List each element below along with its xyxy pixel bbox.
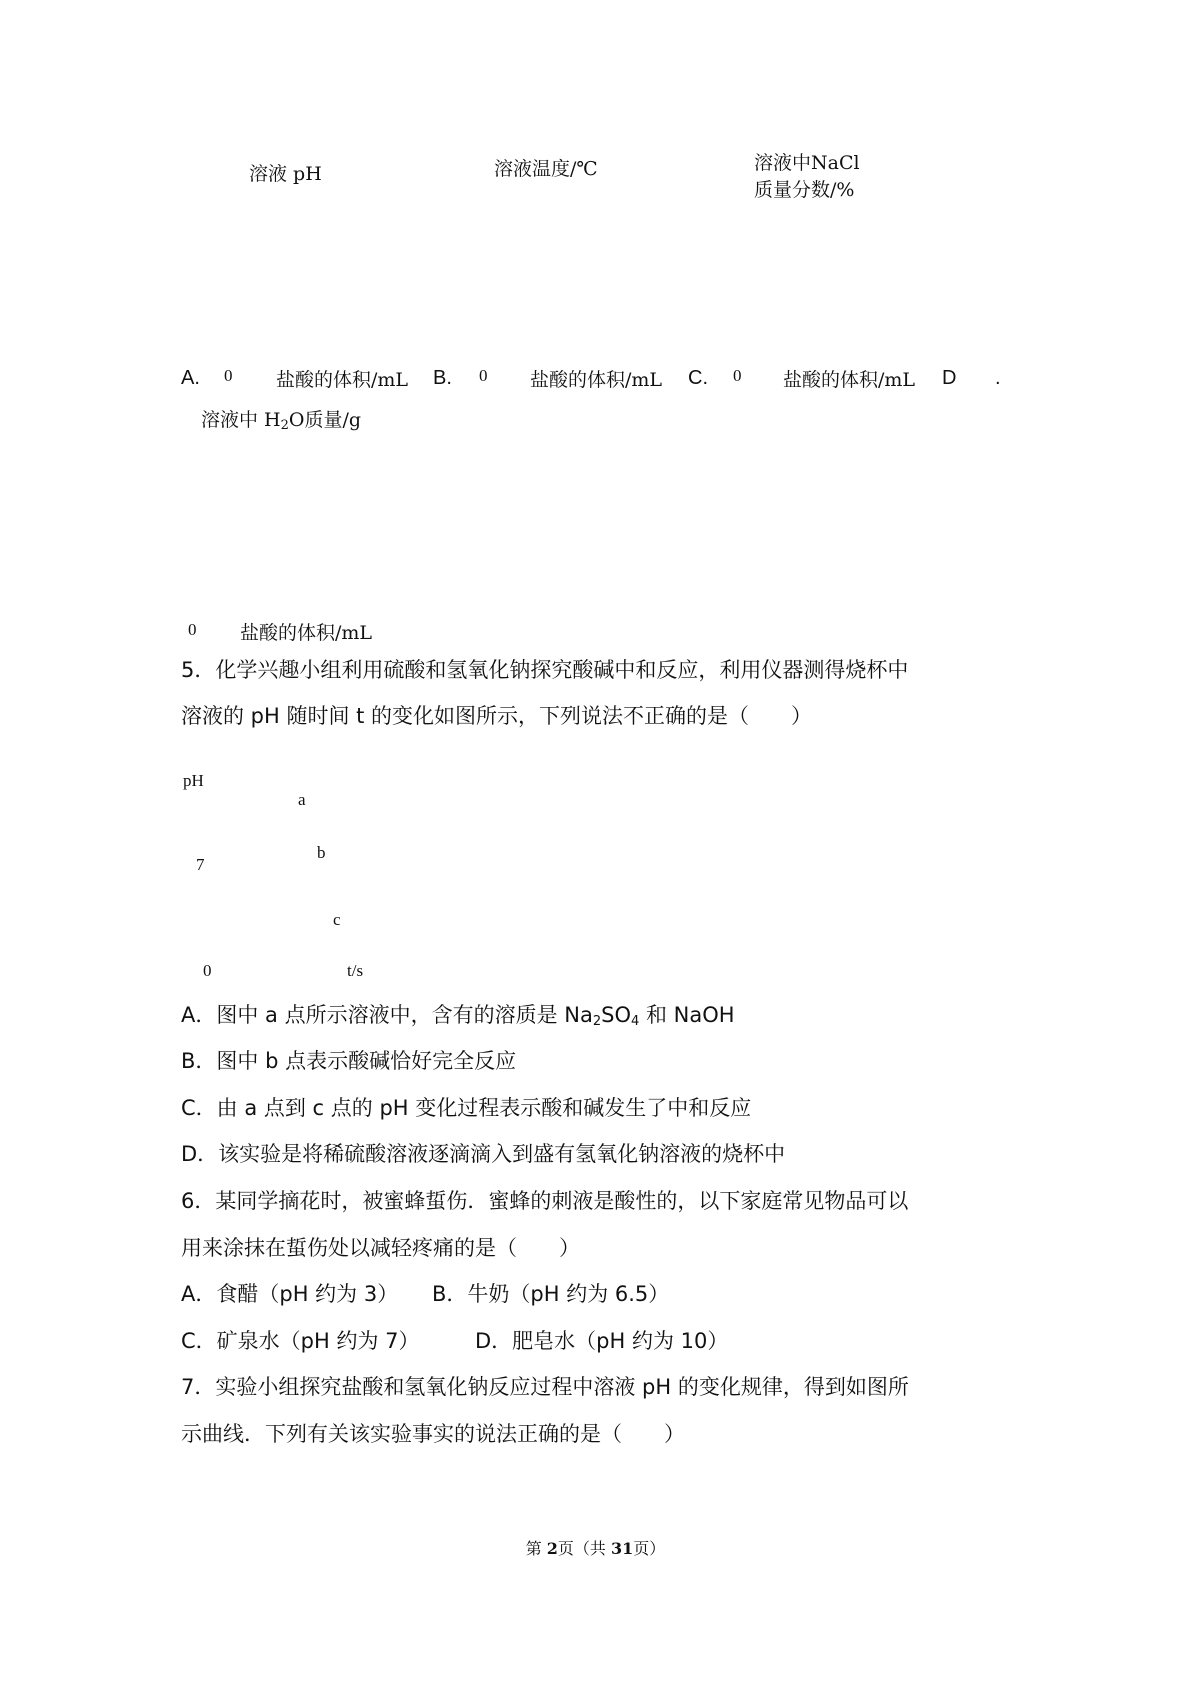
q5-graph-origin: 0 [203,961,212,980]
q5-stem-line2: 溶液的 pH 随时间 t 的变化如图所示，下列说法不正确的是（ ） [181,704,813,728]
graph-c-ylabel-line1: 溶液中NaCl [754,152,860,174]
graph-c-xlabel: 盐酸的体积/mL [783,369,916,391]
graph-b-origin: 0 [479,366,488,385]
option-d-dot: . [995,367,1001,389]
option-label-b: B. [433,367,452,389]
graph-a-origin: 0 [224,366,233,385]
q5-graph-y7: 7 [196,855,205,874]
q7-stem-line2: 示曲线．下列有关该实验事实的说法正确的是（ ） [181,1422,685,1446]
graph-c-ylabel-line2: 质量分数/% [754,179,855,201]
q6-option-d: D．肥皂水（pH 约为 10） [475,1329,729,1353]
graph-a-xlabel: 盐酸的体积/mL [276,369,409,391]
q6-stem-line1: 6．某同学摘花时，被蜜蜂蜇伤．蜜蜂的刺液是酸性的，以下家庭常见物品可以 [181,1189,909,1213]
graph-d-ylabel: 溶液中 $H_2O$质量/g [201,409,362,433]
graph-d-xlabel: 盐酸的体积/mL [240,622,373,644]
graph-b-ylabel: 溶液温度/℃ [494,158,598,180]
q5-option-a: A．图中 a 点所示溶液中，含有的溶质是 $Na_2SO_4$ 和 NaOH [181,1003,735,1029]
q5-point-a-label: a [298,790,306,809]
q5-option-b: B．图中 b 点表示酸碱恰好完全反应 [181,1049,517,1073]
q7-stem-line1: 7．实验小组探究盐酸和氢氧化钠反应过程中溶液 pH 的变化规律，得到如图所 [181,1375,909,1399]
q5-graph-xlabel: t/s [347,961,364,980]
q6-option-a: A．食醋（pH 约为 3） [181,1282,399,1306]
q5-point-b-marker [305,862,314,871]
q5-option-c: C．由 a 点到 c 点的 pH 变化过程表示酸和碱发生了中和反应 [181,1096,752,1120]
option-label-d: D [942,367,957,389]
q6-option-b: B．牛奶（pH 约为 6.5） [432,1282,670,1306]
q5-graph-ylabel: pH [183,771,204,790]
q6-stem-line2: 用来涂抹在蜇伤处以减轻疼痛的是（ ） [181,1236,580,1260]
graph-b-xlabel: 盐酸的体积/mL [530,369,663,391]
graph-c-origin: 0 [733,366,742,385]
option-label-a: A. [181,367,200,389]
graph-d-origin: 0 [188,620,197,639]
q5-point-c-label: c [333,910,341,929]
graph-a-ylabel: 溶液 pH [249,163,322,185]
option-label-c: C. [688,367,708,389]
q5-option-d: D．该实验是将稀硫酸溶液逐滴滴入到盛有氢氧化钠溶液的烧杯中 [181,1142,786,1166]
q5-stem-line1: 5．化学兴趣小组利用硫酸和氢氧化钠探究酸碱中和反应，利用仪器测得烧杯中 [181,658,909,682]
q5-point-c-marker [318,923,327,932]
q6-option-c: C．矿泉水（pH 约为 7） [181,1329,420,1353]
q5-point-a-marker [282,805,291,814]
page-footer: 第 2页（共 31页） [525,1539,666,1558]
q5-point-b-label: b [317,843,326,862]
